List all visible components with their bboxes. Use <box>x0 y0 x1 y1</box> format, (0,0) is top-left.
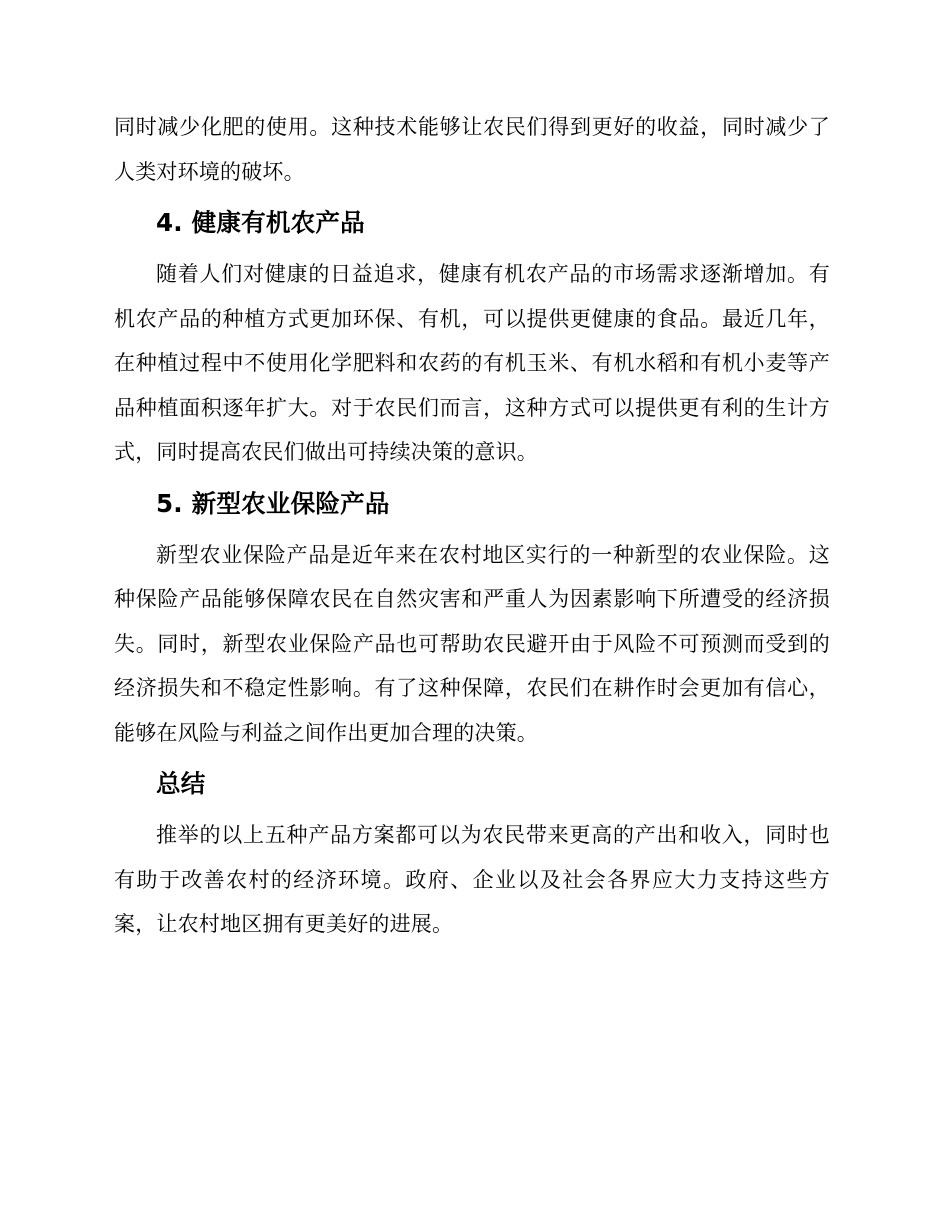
section-heading-summary: 总结 <box>156 769 206 798</box>
paragraph-organic-products: 随着人们对健康的日益追求，健康有机农产品的市场需求逐渐增加。有机农产品的种植方式更加环保、有机，可以提供更健康的食品。最近几年，在种植过程中不使用化学肥料和农药的有机玉米、有机水稻和有机小麦等产品种植面积逐年扩大。对于农民们而言，这种方式可以提供更有利的生计方式，同时提高农民们做出可持续决策的意识。 <box>114 262 830 464</box>
section-heading-agri-insurance: 5. 新型农业保险产品 <box>156 488 390 518</box>
paragraph-continued: 同时减少化肥的使用。这种技术能够让农民们得到更好的收益，同时减少了人类对环境的破坏。 <box>114 115 830 184</box>
paragraph-summary: 推举的以上五种产品方案都可以为农民带来更高的产出和收入，同时也有助于改善农村的经济环境。政府、企业以及社会各界应大力支持这些方案，让农村地区拥有更美好的进展。 <box>114 823 830 936</box>
section-heading-organic-products: 4. 健康有机农产品 <box>156 208 365 237</box>
paragraph-agri-insurance: 新型农业保险产品是近年来在农村地区实行的一种新型的农业保险。这种保险产品能够保障农民在自然灾害和严重人为因素影响下所遭受的经济损失。同时，新型农业保险产品也可帮助农民避开由于风险不可预测而受到的经济损失和不稳定性影响。有了这种保障，农民们在耕作时会更加有信心，能够在风险与利益之间作出更加合理的决策。 <box>114 542 830 745</box>
document-body <box>114 105 830 947</box>
